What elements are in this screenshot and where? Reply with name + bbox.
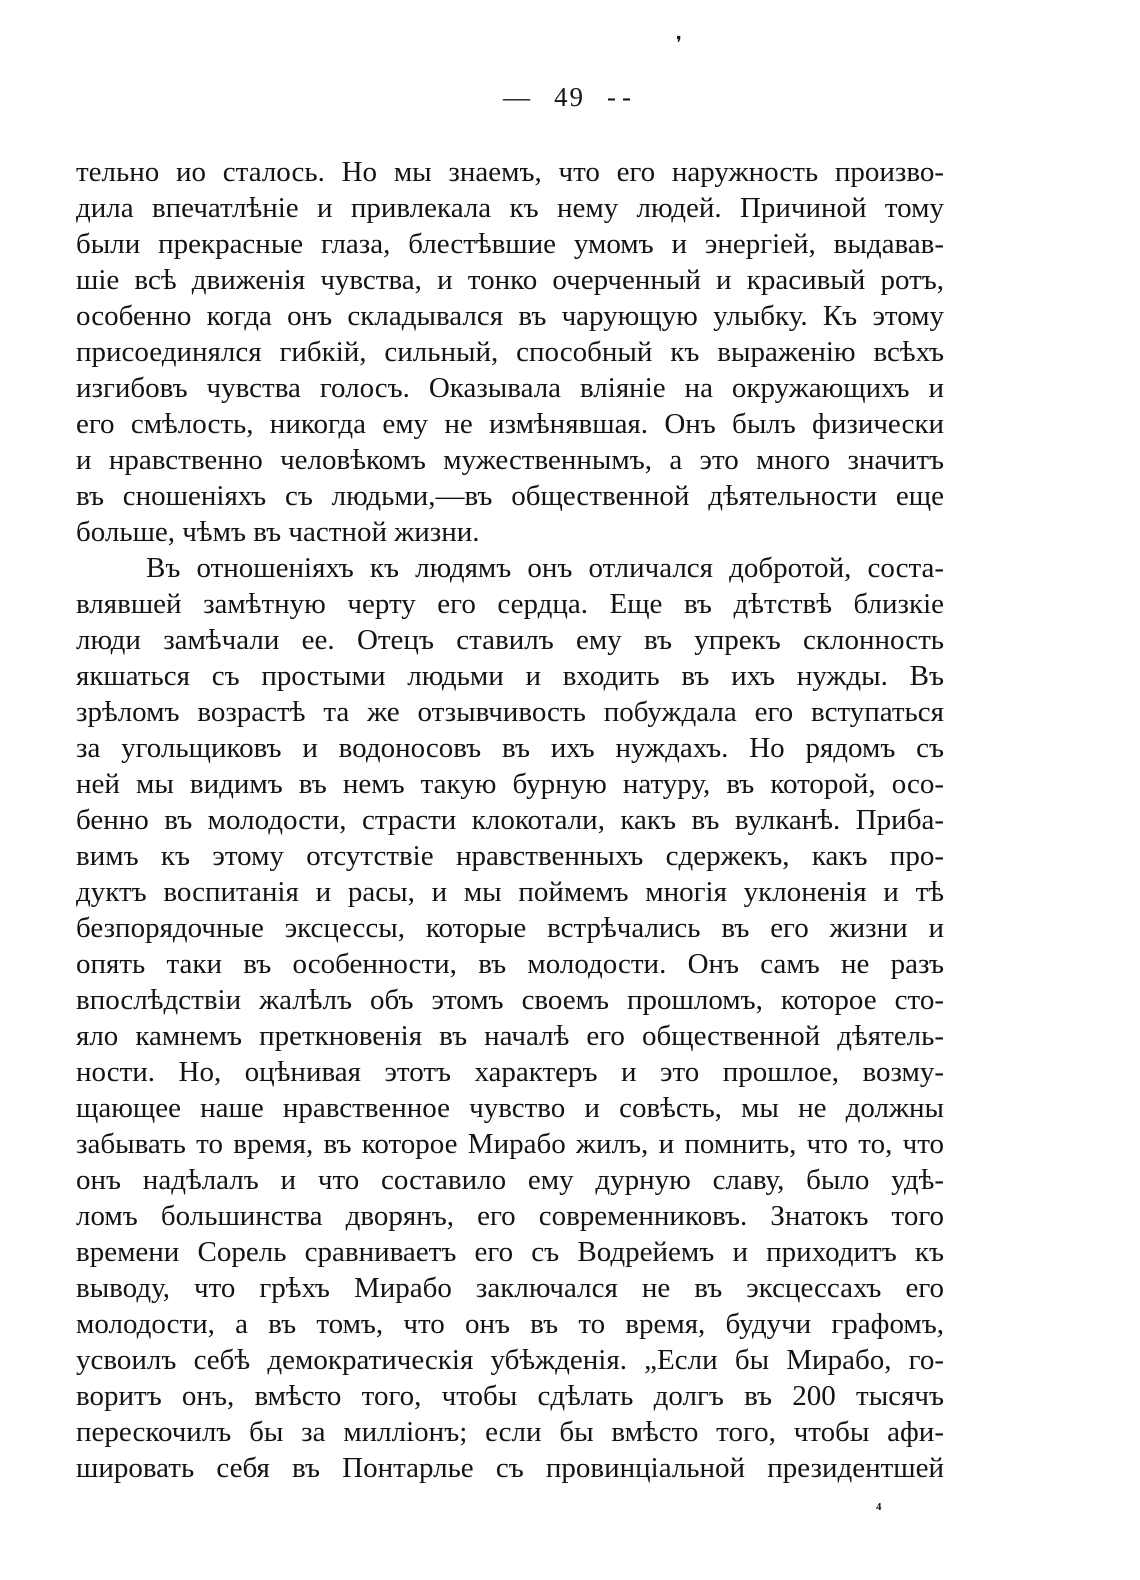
- paragraph-1: [76, 154, 944, 550]
- bottom-signature-mark: ⁴: [876, 1499, 882, 1519]
- text-line: Въ отношеніяхъ къ людямъ онъ отличался добротой, соста-: [146, 552, 944, 584]
- top-ink-mark: ❜: [676, 33, 682, 53]
- text-line: впослѣдствіи жалѣлъ объ этомъ своемъ прошломъ, которое сто-: [76, 984, 944, 1016]
- text-line: и нравственно человѣкомъ мужественнымъ, а это много значитъ: [76, 444, 944, 476]
- text-line: за угольщиковъ и водоносовъ въ ихъ нуждахъ. Но рядомъ съ: [76, 732, 944, 764]
- page-header: [0, 82, 1140, 113]
- text-line: влявшей замѣтную черту его сердца. Еще въ дѣтствѣ близкіе: [76, 588, 944, 620]
- text-line: забывать то время, въ которое Мирабо жилъ, и помнить, что то, что: [76, 1128, 944, 1160]
- text-line: зрѣломъ возрастѣ та же отзывчивость побуждала его вступаться: [76, 696, 944, 728]
- text-line: яло камнемъ преткновенія въ началѣ его общественной дѣятель-: [76, 1020, 944, 1052]
- text-line: ности. Но, оцѣнивая этотъ характеръ и это прошлое, возму-: [76, 1056, 944, 1088]
- text-line: были прекрасные глаза, блестѣвшие умомъ и энергіей, выдавав-: [76, 228, 944, 260]
- text-line: въ сношеніяхъ съ людьми,—въ общественной дѣятельности еще: [76, 480, 944, 512]
- text-line: времени Сорель сравниваетъ его съ Водрейемъ и приходитъ къ: [76, 1236, 944, 1268]
- text-line: молодости, а въ томъ, что онъ въ то время, будучи графомъ,: [76, 1308, 944, 1340]
- text-line: усвоилъ себѣ демократическія убѣжденія. „Если бы Мирабо, го-: [76, 1344, 944, 1376]
- text-line: онъ надѣлалъ и что составило ему дурную славу, было удѣ-: [76, 1164, 944, 1196]
- text-line: его смѣлость, никогда ему не измѣнявшая. Онъ былъ физически: [76, 408, 944, 440]
- text-line: больше, чѣмъ въ частной жизни.: [76, 516, 480, 548]
- text-line: шировать себя въ Понтарлье съ провинціальной президентшей: [76, 1452, 944, 1484]
- text-line: якшаться съ простыми людьми и входить въ ихъ нужды. Въ: [76, 660, 944, 692]
- text-line: воритъ онъ, вмѣсто того, чтобы сдѣлать долгъ въ 200 тысячъ: [76, 1380, 944, 1412]
- text-line: вимъ къ этому отсутствіе нравственныхъ сдержекъ, какъ про-: [76, 840, 944, 872]
- text-line: бенно въ молодости, страсти клокотали, какъ въ вулканѣ. Приба-: [76, 804, 944, 836]
- paragraph-2: [76, 550, 944, 1486]
- text-line: ней мы видимъ въ немъ такую бурную натуру, въ которой, осо-: [76, 768, 944, 800]
- text-line: тельно ио сталось. Но мы знаемъ, что его наружность произво-: [76, 156, 944, 188]
- text-line: люди замѣчали ее. Отецъ ставилъ ему въ упрекъ склонность: [76, 624, 944, 656]
- text-line: щающее наше нравственное чувство и совѣсть, мы не должны: [76, 1092, 944, 1124]
- text-line: изгибовъ чувства голосъ. Оказывала вліяніе на окружающихъ и: [76, 372, 944, 404]
- text-line: безпорядочные эксцессы, которые встрѣчались въ его жизни и: [76, 912, 944, 944]
- text-line: особенно когда онъ складывался въ чарующую улыбку. Къ этому: [76, 300, 944, 332]
- header-dash-right: --: [607, 82, 637, 112]
- text-line: выводу, что грѣхъ Мирабо заключался не въ эксцессахъ его: [76, 1272, 944, 1304]
- text-line: перескочилъ бы за милліонъ; если бы вмѣсто того, чтобы афи-: [76, 1416, 944, 1448]
- header-dash-left: —: [503, 82, 532, 112]
- text-line: опять таки въ особенности, въ молодости. Онъ самъ не разъ: [76, 948, 944, 980]
- text-line: ломъ большинства дворянъ, его современниковъ. Знатокъ того: [76, 1200, 944, 1232]
- page-number: 49: [554, 82, 585, 112]
- text-line: присоединялся гибкій, сильный, способный къ выраженію всѣхъ: [76, 336, 944, 368]
- text-line: дила впечатлѣніе и привлекала къ нему людей. Причиной тому: [76, 192, 944, 224]
- text-line: дуктъ воспитанія и расы, и мы поймемъ многія уклоненія и тѣ: [76, 876, 944, 908]
- text-line: шіе всѣ движенія чувства, и тонко очерченный и красивый ротъ,: [76, 264, 944, 296]
